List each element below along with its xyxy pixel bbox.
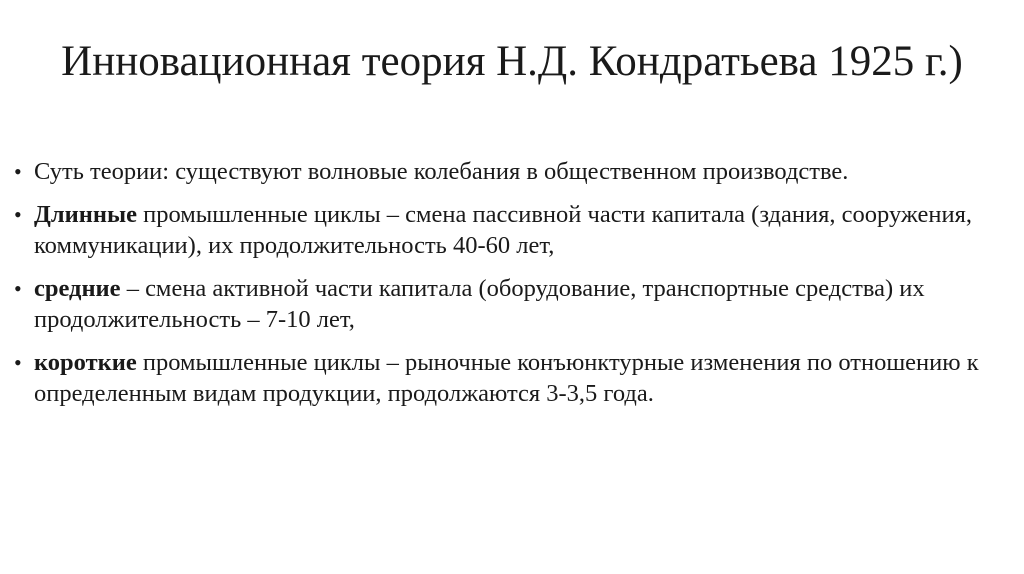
slide-title: Инновационная теория Н.Д. Кондратьева 1925 г.) <box>61 38 963 85</box>
bullet-item-medium-cycles <box>14 273 1014 335</box>
bullet-item-short-cycles <box>14 347 1014 409</box>
bullet-marker: • <box>14 202 22 227</box>
bullet-text: Суть теории: существуют волновые колебания в общественном производстве. <box>34 158 849 185</box>
bullet-marker: • <box>14 350 22 375</box>
bullet-list <box>14 156 1014 421</box>
bullet-item-essence <box>14 156 1014 187</box>
bullet-text: промышленные циклы – смена пассивной части капитала (здания, сооружения, коммуникации), их продолжительность 40-60 лет, <box>34 201 972 259</box>
bullet-text: – смена активной части капитала (оборудование, транспортные средства) их продолжительность – 7-10 лет, <box>34 275 925 333</box>
bullet-term: короткие <box>34 349 137 376</box>
bullet-term: средние <box>34 275 121 302</box>
bullet-text: промышленные циклы – рыночные конъюнктурные изменения по отношению к определенным видам продукции, продолжаются 3-3,5 года. <box>34 349 979 407</box>
bullet-marker: • <box>14 276 22 301</box>
bullet-item-long-cycles <box>14 199 1014 261</box>
bullet-term: Длинные <box>34 201 137 228</box>
bullet-marker: • <box>14 159 22 184</box>
